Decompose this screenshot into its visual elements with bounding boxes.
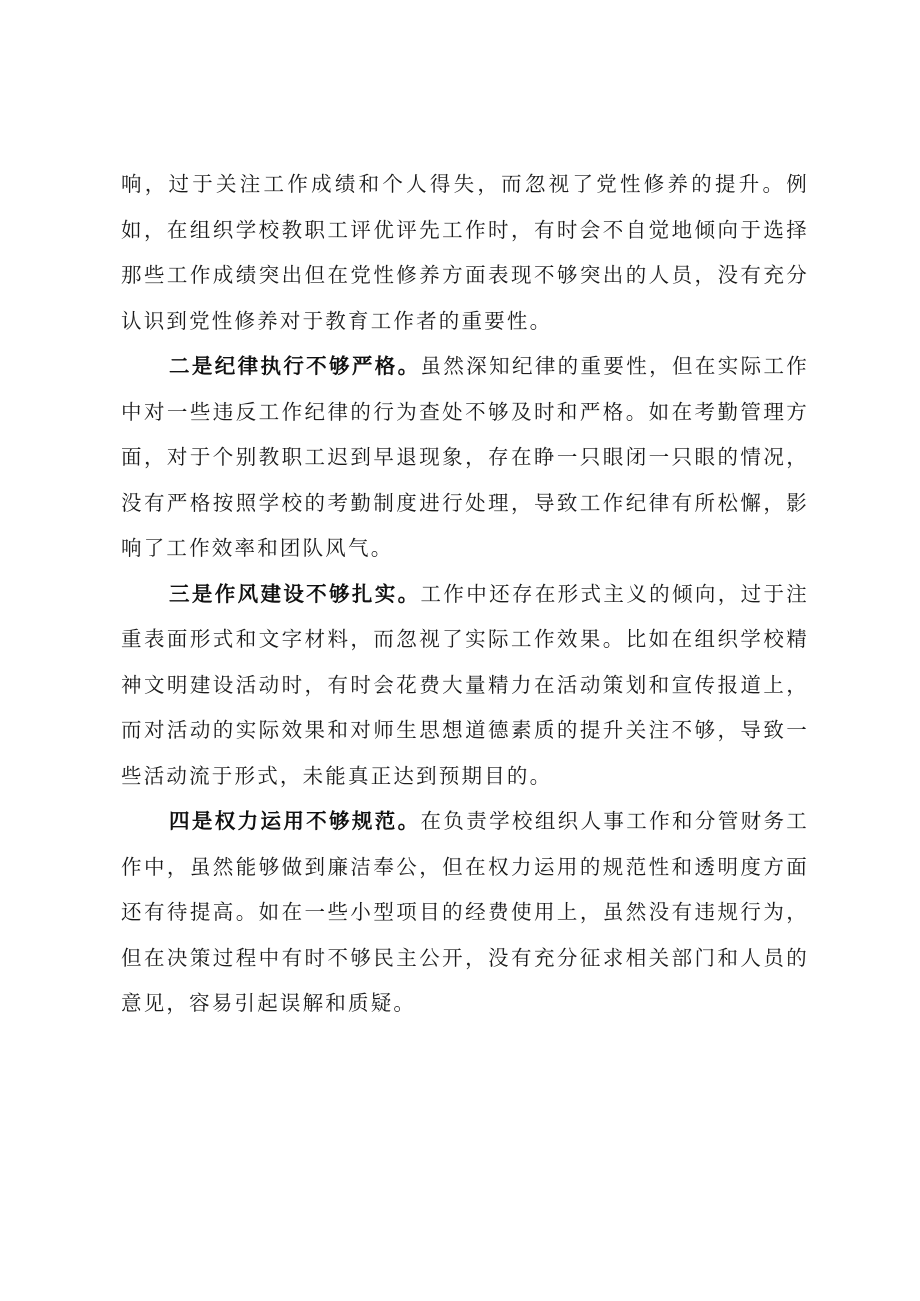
document-body bbox=[121, 162, 809, 1027]
paragraph-heading: 三是作风建设不够扎实。 bbox=[169, 581, 421, 606]
paragraph-text: 工作中还存在形式主义的倾向，过于注重表面形式和文字材料，而忽视了实际工作效果。比如在组织学校精神文明建设活动时，有时会花费大量精力在活动策划和宣传报道上，而对活动的实际效果和对师生思想道德素质的提升关注不够，导致一些活动流于形式，未能真正达到预期目的。 bbox=[121, 581, 810, 788]
paragraph-text: 响，过于关注工作成绩和个人得失，而忽视了党性修养的提升。例如，在组织学校教职工评优评先工作时，有时会不自觉地倾向于选择那些工作成绩突出但在党性修养方面表现不够突出的人员，没有充分认识到党性修养对于教育工作者的重要性。 bbox=[121, 172, 809, 333]
paragraph-continuation bbox=[121, 162, 809, 344]
paragraph-discipline bbox=[121, 344, 809, 572]
paragraph-heading: 四是权力运用不够规范。 bbox=[169, 809, 421, 833]
paragraph-heading: 二是纪律执行不够严格。 bbox=[169, 354, 421, 378]
paragraph-work-style bbox=[121, 572, 809, 800]
paragraph-power-use bbox=[121, 799, 809, 1027]
paragraph-text: 在负责学校组织人事工作和分管财务工作中，虽然能够做到廉洁奉公，但在权力运用的规范性和透明度方面还有待提高。如在一些小型项目的经费使用上，虽然没有违规行为，但在决策过程中有时不够民主公开，没有充分征求相关部门和人员的意见，容易引起误解和质疑。 bbox=[121, 809, 810, 1015]
paragraph-text: 虽然深知纪律的重要性，但在实际工作中对一些违反工作纪律的行为查处不够及时和严格。如在考勤管理方面，对于个别教职工迟到早退现象，存在睁一只眼闭一只眼的情况，没有严格按照学校的考勤制度进行处理，导致工作纪律有所松懈，影响了工作效率和团队风气。 bbox=[121, 354, 810, 560]
